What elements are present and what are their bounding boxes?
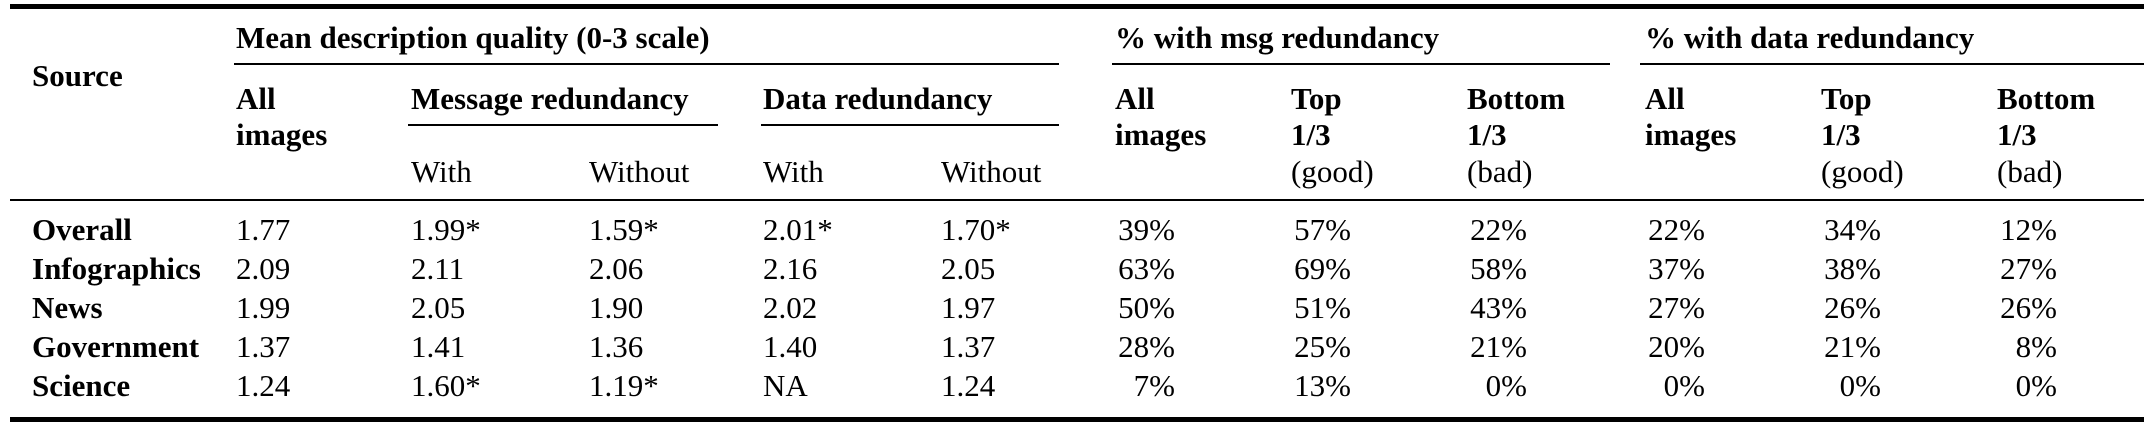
cell-data-pct-bottom: 27% bbox=[2000, 251, 2057, 286]
cell-msg-pct-top: 25% bbox=[1294, 329, 1351, 364]
cell-msg-with: 2.11 bbox=[411, 251, 465, 286]
cell-data-pct-bottom: 12% bbox=[2000, 212, 2057, 247]
msg-with-header: With bbox=[411, 154, 472, 189]
source-header: Source bbox=[32, 58, 123, 93]
row-source: Science bbox=[32, 368, 131, 403]
quality-group-rule bbox=[234, 63, 1059, 65]
msg-all-images-header: All bbox=[1115, 81, 1155, 116]
msg-top-third-header: 1/3 bbox=[1291, 117, 1331, 152]
cell-data-without: 2.05 bbox=[941, 251, 996, 286]
cell-msg-pct-bottom: 58% bbox=[1470, 251, 1527, 286]
cell-quality-all: 1.24 bbox=[236, 368, 291, 403]
cell-msg-with: 1.99* bbox=[411, 212, 481, 247]
msg-all-images-header: images bbox=[1115, 117, 1207, 152]
cell-msg-without: 1.59* bbox=[589, 212, 659, 247]
cell-msg-pct-all: 7% bbox=[1133, 368, 1175, 403]
cell-msg-pct-all: 28% bbox=[1118, 329, 1175, 364]
data-bottom-third-header: Bottom bbox=[1997, 81, 2096, 116]
top-rule bbox=[10, 4, 2144, 9]
data-top-third-header: 1/3 bbox=[1821, 117, 1861, 152]
cell-msg-pct-bottom: 0% bbox=[1485, 368, 1527, 403]
cell-data-pct-bottom: 0% bbox=[2015, 368, 2057, 403]
cell-data-with: NA bbox=[763, 368, 808, 403]
quality-all-images-header: All bbox=[236, 81, 276, 116]
cell-data-pct-bottom: 26% bbox=[2000, 290, 2057, 325]
cell-msg-without: 1.90 bbox=[589, 290, 644, 325]
message-redundancy-rule bbox=[408, 124, 718, 126]
row-source: Overall bbox=[32, 212, 132, 247]
cell-msg-pct-top: 13% bbox=[1294, 368, 1351, 403]
cell-msg-pct-top: 69% bbox=[1294, 251, 1351, 286]
cell-msg-without: 1.36 bbox=[589, 329, 644, 364]
header-rule bbox=[10, 199, 2144, 201]
cell-msg-pct-bottom: 43% bbox=[1470, 290, 1527, 325]
cell-msg-without: 2.06 bbox=[589, 251, 644, 286]
cell-msg-pct-top: 57% bbox=[1294, 212, 1351, 247]
cell-data-with: 2.01* bbox=[763, 212, 833, 247]
cell-msg-pct-bottom: 22% bbox=[1470, 212, 1527, 247]
quality-group-header: Mean description quality (0-3 scale) bbox=[236, 20, 710, 55]
cell-msg-with: 1.60* bbox=[411, 368, 481, 403]
cell-data-pct-top: 26% bbox=[1824, 290, 1881, 325]
cell-msg-with: 1.41 bbox=[411, 329, 466, 364]
msg-bottom-third-header: 1/3 bbox=[1467, 117, 1507, 152]
cell-quality-all: 2.09 bbox=[236, 251, 291, 286]
cell-quality-all: 1.77 bbox=[236, 212, 291, 247]
cell-msg-pct-bottom: 21% bbox=[1470, 329, 1527, 364]
data-group-rule bbox=[1640, 63, 2144, 65]
cell-msg-pct-all: 39% bbox=[1118, 212, 1175, 247]
cell-data-pct-all: 27% bbox=[1648, 290, 1705, 325]
cell-data-pct-top: 21% bbox=[1824, 329, 1881, 364]
cell-data-without: 1.97 bbox=[941, 290, 996, 325]
cell-data-without: 1.70* bbox=[941, 212, 1011, 247]
quality-all-images-header: images bbox=[236, 117, 328, 152]
cell-data-with: 2.16 bbox=[763, 251, 818, 286]
data-redundancy-rule bbox=[761, 124, 1059, 126]
cell-data-without: 1.37 bbox=[941, 329, 996, 364]
cell-msg-without: 1.19* bbox=[589, 368, 659, 403]
msg-redundancy-pct-header: % with msg redundancy bbox=[1115, 20, 1440, 55]
cell-msg-pct-all: 63% bbox=[1118, 251, 1175, 286]
msg-bottom-third-header: Bottom bbox=[1467, 81, 1566, 116]
row-source: News bbox=[32, 290, 103, 325]
msg-group-rule bbox=[1112, 63, 1610, 65]
cell-data-pct-all: 37% bbox=[1648, 251, 1705, 286]
cell-data-with: 1.40 bbox=[763, 329, 818, 364]
data-with-header: With bbox=[763, 154, 824, 189]
cell-data-pct-top: 34% bbox=[1824, 212, 1881, 247]
cell-data-pct-top: 0% bbox=[1839, 368, 1881, 403]
cell-data-without: 1.24 bbox=[941, 368, 996, 403]
cell-data-pct-top: 38% bbox=[1824, 251, 1881, 286]
cell-data-pct-bottom: 8% bbox=[2015, 329, 2057, 364]
cell-msg-pct-all: 50% bbox=[1118, 290, 1175, 325]
data-bottom-third-header: (bad) bbox=[1997, 154, 2063, 189]
cell-msg-pct-top: 51% bbox=[1294, 290, 1351, 325]
row-source: Government bbox=[32, 329, 200, 364]
data-top-third-header: (good) bbox=[1821, 154, 1904, 189]
data-without-header: Without bbox=[941, 154, 1042, 189]
msg-top-third-header: (good) bbox=[1291, 154, 1374, 189]
cell-msg-with: 2.05 bbox=[411, 290, 466, 325]
data-bottom-third-header: 1/3 bbox=[1997, 117, 2037, 152]
cell-quality-all: 1.99 bbox=[236, 290, 291, 325]
cell-data-pct-all: 22% bbox=[1648, 212, 1705, 247]
data-all-images-header: images bbox=[1645, 117, 1737, 152]
msg-without-header: Without bbox=[589, 154, 690, 189]
data-redundancy-header: Data redundancy bbox=[763, 81, 993, 116]
row-source: Infographics bbox=[32, 251, 201, 286]
msg-bottom-third-header: (bad) bbox=[1467, 154, 1533, 189]
data-redundancy-pct-header: % with data redundancy bbox=[1645, 20, 1975, 55]
cell-data-pct-all: 0% bbox=[1663, 368, 1705, 403]
msg-top-third-header: Top bbox=[1291, 81, 1342, 116]
cell-data-pct-all: 20% bbox=[1648, 329, 1705, 364]
bottom-rule bbox=[10, 417, 2144, 422]
cell-quality-all: 1.37 bbox=[236, 329, 291, 364]
data-top-third-header: Top bbox=[1821, 81, 1872, 116]
data-all-images-header: All bbox=[1645, 81, 1685, 116]
message-redundancy-header: Message redundancy bbox=[411, 81, 689, 116]
cell-data-with: 2.02 bbox=[763, 290, 818, 325]
